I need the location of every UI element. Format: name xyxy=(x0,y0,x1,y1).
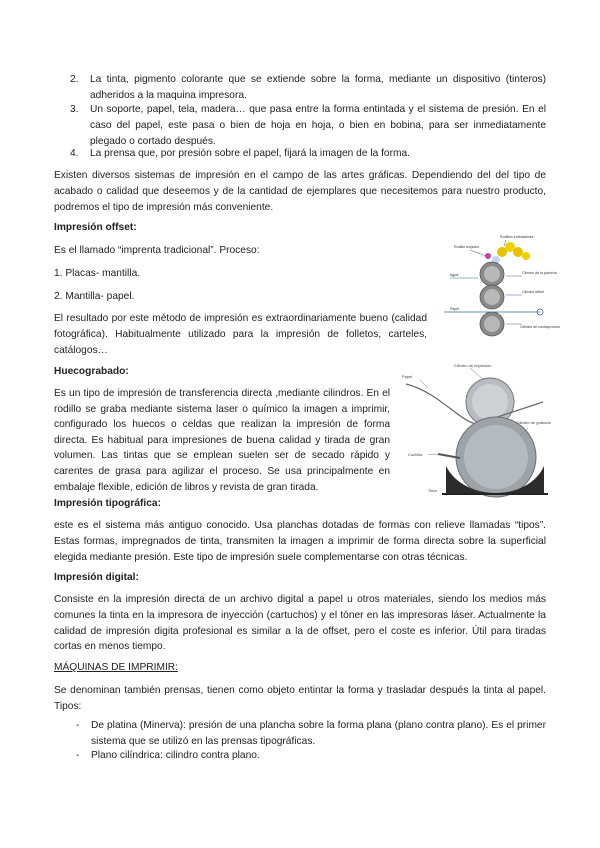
label-doctor-blade: Cuchilla xyxy=(408,452,423,457)
label-ink-rollers: Rodillos entintadores xyxy=(500,235,534,239)
offset-heading: Impresión offset: xyxy=(54,222,137,233)
label-gravure-cylinder: Cilindro de grabado xyxy=(516,420,551,425)
ink-roller xyxy=(522,252,530,260)
list-item-4 xyxy=(70,146,546,162)
digital-paragraph: Consiste en la impresión directa de un archivo digital a papel u otros materiales, siendo los medios más comunes la tinta en la impresora de inyección (cartuchos) y el tóner en las impresoras láser. Actualmente la calidad de impresión digita profesional es similar a la de offset, pero el coste es inferior. Útil para tiradas cortas en menos tiempo. xyxy=(54,594,546,653)
maquinas-heading: MÁQUINAS DE IMPRIMIR: xyxy=(54,662,178,673)
offset-line-1: Es el llamado “imprenta tradicional”. Proceso: xyxy=(54,245,260,256)
huecograbado-paragraph: Es un tipo de impresión de transferencia directa ,mediante cilindros. En el rodillo se graba mediante sistema laser o químico la imagen a imprimir, configurado los huecos o celdas que realizan la impresión de forma directa. Es habitual para impresiones de buena calidad y tirada de gran volumen. Las tintas que se emplean suelen ser de secado rápido y carentes de grasa para agilizar el proceso. Se usa principalmente en embalaje flexible, edición de libros y revista de gran tirada. xyxy=(54,388,390,493)
list-number: 2. xyxy=(70,74,79,85)
list-text: La prensa que, por presión sobre el papel, fijará la imagen de la forma. xyxy=(90,148,410,159)
list-text: La tinta, pigmento colorante que se extiende sobre la forma, mediante un dispositivo (tinteros) adheridos a la maquina impresora. xyxy=(90,74,546,101)
digital-heading: Impresión digital: xyxy=(54,572,139,583)
list-item-2 xyxy=(70,72,546,104)
offset-line-3: 2. Mantilla- papel. xyxy=(54,291,135,302)
ink-roller xyxy=(513,247,523,257)
label-paper: Papel xyxy=(450,307,460,311)
list-dash: - xyxy=(76,720,80,731)
offset-line-2: 1. Placas- mantilla. xyxy=(54,268,141,279)
label-paper: Papel xyxy=(402,374,413,379)
maquinas-list-item xyxy=(76,718,546,750)
list-number: 4. xyxy=(70,148,79,159)
maquinas-paragraph: Se denominan también prensas, tienen como objeto entintar la forma y trasladar después la tinta al papel. Tipos: xyxy=(54,685,546,712)
label-impression-cylinder: Cilindro de impresión xyxy=(454,363,492,368)
list-text: Plano cilíndrica: cilindro contra plano. xyxy=(91,750,260,761)
huecograbado-heading: Huecograbado: xyxy=(54,366,129,377)
label-plate-cylinder: Cilindro de la plancha xyxy=(522,271,557,275)
list-dash: - xyxy=(76,750,80,761)
label-water: Agua xyxy=(450,273,459,277)
label-water-roller: Rodillo mojador xyxy=(454,245,479,249)
tipografica-paragraph: este es el sistema más antiguo conocido. Usa planchas dotadas de formas con relieve llamadas “tipos”. Estas formas, impregnados de tinta, transmiten la imagen a imprimir de forma directa sobre la superficial elegida mediante presión. Este tipo de impresión suele complementarse con otras técnicas. xyxy=(54,520,546,563)
gravure-diagram xyxy=(398,362,551,500)
maquinas-list-item xyxy=(76,748,546,764)
list-item-3 xyxy=(70,102,546,149)
offset-press-diagram xyxy=(440,232,560,342)
offset-paragraph: El resultado por este método de impresión es extraordinariamente bueno (calidad fotográfica). Habitualmente utilizado para la impresión de folletos, carteles, catálogos… xyxy=(54,313,427,356)
list-number: 3. xyxy=(70,104,79,115)
list-text: De platina (Minerva): presión de una plancha sobre la forma plana (plano contra plano). Es el primer sistema que se utilizó en las prensas tipográficas. xyxy=(91,720,546,747)
label-impression-cylinder: Cilindro de contrapresión xyxy=(520,325,560,329)
label-ink: Tinta xyxy=(428,488,437,493)
label-offset-cylinder: Cilindro offset xyxy=(522,290,544,294)
intro-paragraph: Existen diversos sistemas de impresión en el campo de las artes gráficas. Dependiendo del del tipo de acabado o calidad que deseemos y de la cantidad de ejemplares que necesitemos para nuestro producto, podremos el tipo de impresión más conveniente. xyxy=(54,170,546,213)
tipografica-heading: Impresión tipográfica: xyxy=(54,498,161,509)
list-text: Un soporte, papel, tela, madera… que pasa entre la forma entintada y el sistema de presión. En el caso del papel, este pasa o bien de hoja en hoja, o bien en bobina, para ser inmediatamente plegado o cortado después. xyxy=(90,104,546,147)
